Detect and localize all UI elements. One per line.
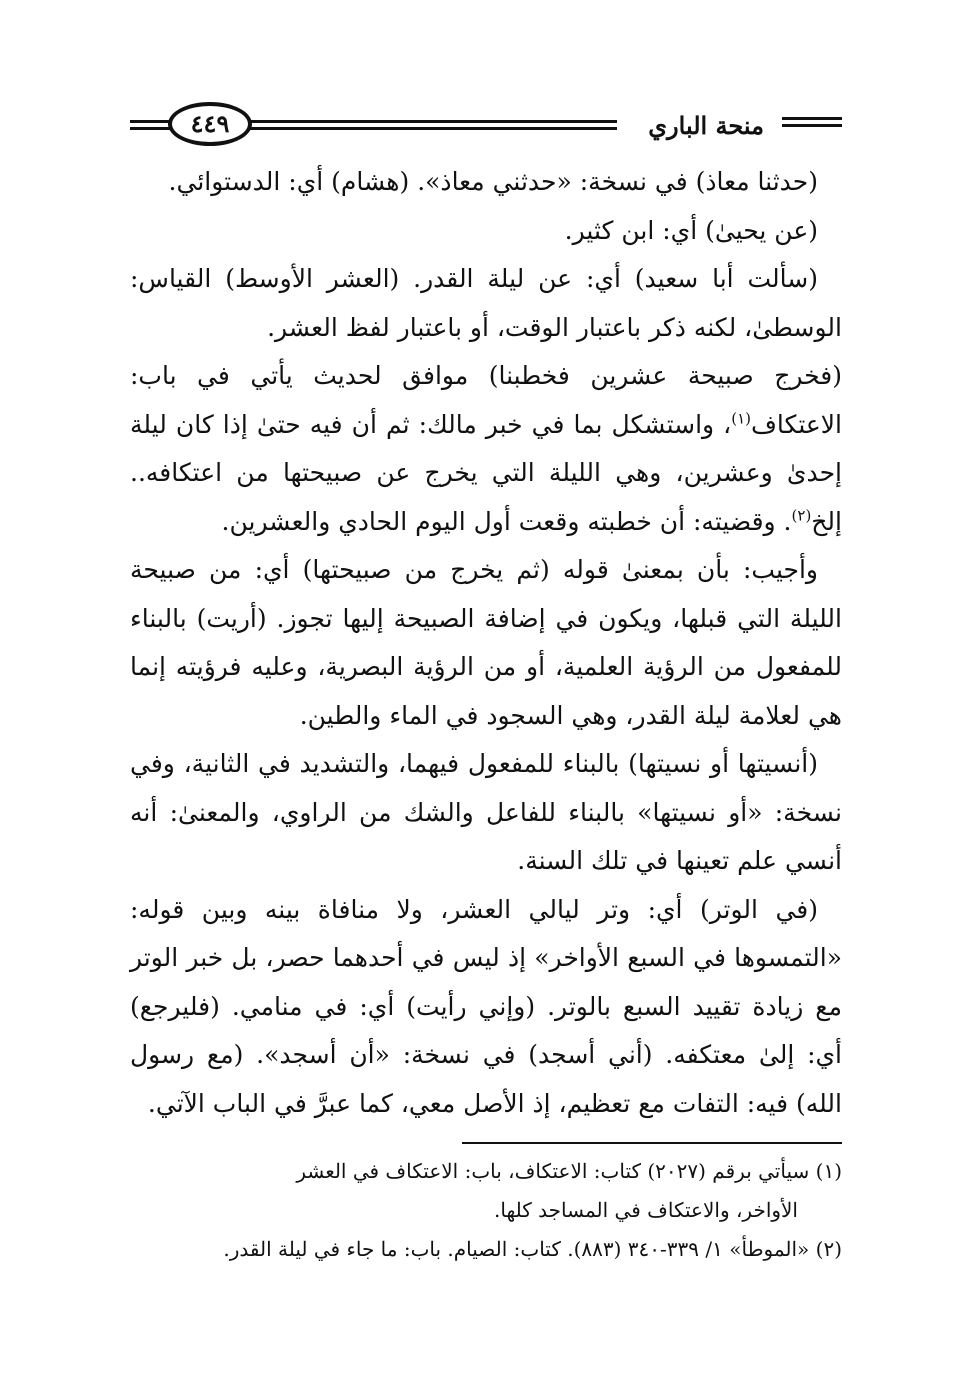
paragraph: وأجيب: بأن بمعنىٰ قوله (ثم يخرج من صبيحتها) أي: من صبيحة الليلة التي قبلها، ويكون في إضافة الصبيحة إليها تجوز. (أريت) بالبناء للمفعول من الرؤية العلمية، أو من الرؤية البصرية، وعليه فرؤيته إنما هي لعلامة ليلة القدر، وهي السجود في الماء والطين. [130, 555, 842, 730]
footnote-number: (١) [815, 1159, 842, 1183]
paragraph-segment: . وقضيته: أن خطبته وقعت أول اليوم الحادي والعشرين. [221, 506, 792, 536]
book-title: منحة الباري [648, 111, 764, 140]
header-rule-middle [248, 120, 617, 130]
footnote-marker: (١) [731, 409, 751, 428]
footnote [130, 1230, 842, 1269]
footnote-continuation: الأواخر، والاعتكاف في المساجد كلها. [494, 1198, 798, 1222]
main-text [130, 158, 842, 1128]
paragraph: (عن يحيىٰ) أي: ابن كثير. [564, 215, 818, 245]
paragraph: (حدثنا معاذ) في نسخة: «حدثني معاذ». (هشام) أي: الدستوائي. [168, 167, 818, 196]
paragraph-segment: ، واستشكل بما في خبر مالك: ثم أن فيه حتىٰ إذا كان ليلة إحدىٰ وعشرين، وهي الليلة التي يخرج عن صبيحتها من اعتكافه.. إلخ [130, 409, 842, 536]
page-number: ٤٤٩ [168, 102, 252, 146]
header-rule-right [782, 117, 842, 127]
paragraph-segment: (فخرج صبيحة عشرين فخطبنا) موافق لحديث يأتي في باب: الاعتكاف [130, 361, 842, 439]
paragraph: (في الوتر) أي: وتر ليالي العشر، ولا منافاة بينه وبين قوله: «التمسوها في السبع الأواخر» إذ ليس في أحدهما حصر، بل خبر الوتر مع زيادة تقييد السبع بالوتر. (وإني رأيت) أي: في منامي. (فليرجع) أي: إلىٰ معتكفه. (أني أسجد) في نسخة: «أن أسجد». (مع رسول الله) فيه: التفات مع تعظيم، إذ الأصل معي، كما عبرَّ في الباب الآتي. [130, 894, 842, 1118]
footnote [130, 1152, 842, 1191]
footnotes [130, 1152, 842, 1269]
footnote-marker: (٢) [791, 506, 812, 525]
footnote-number: (٢) [815, 1237, 842, 1261]
paragraph: (أنسيتها أو نسيتها) بالبناء للمفعول فيهما، والتشديد في الثانية، وفي نسخة: «أو نسيتها» بالبناء للفاعل والشك من الراوي، والمعنىٰ: أنه أنسي علم تعينها في تلك السنة. [130, 749, 842, 875]
paragraph [130, 352, 842, 546]
page-header [130, 100, 842, 152]
footnote-text: سيأتي برقم (٢٠٢٧) كتاب: الاعتكاف، باب: الاعتكاف في العشر [296, 1159, 810, 1183]
header-rule-left [130, 120, 172, 130]
paragraph: (سألت أبا سعيد) أي: عن ليلة القدر. (العشر الأوسط) القياس: الوسطىٰ، لكنه ذكر باعتبار الوقت، أو باعتبار لفظ العشر. [130, 264, 842, 342]
footnote-text: «الموطأ» ١/ ٣٣٩-٣٤٠ (٨٨٣). كتاب: الصيام. باب: ما جاء في ليلة القدر. [223, 1237, 810, 1261]
footnote-separator [462, 1142, 842, 1144]
